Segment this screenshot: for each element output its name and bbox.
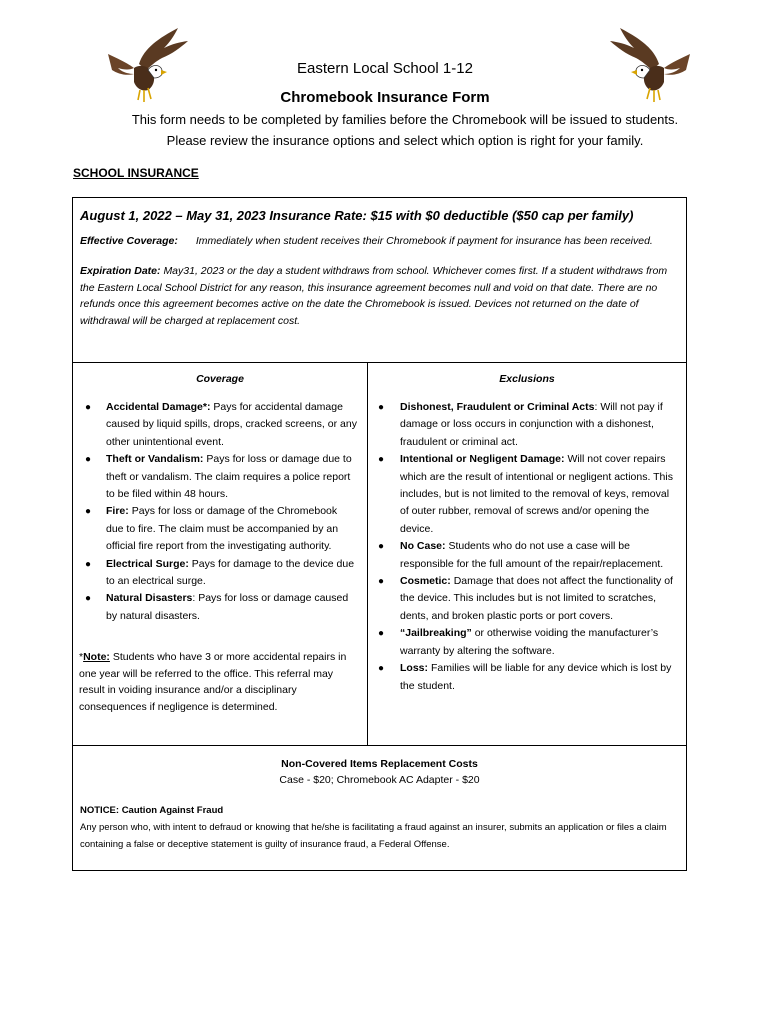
costs-line: Case - $20; Chromebook AC Adapter - $20 <box>279 774 480 786</box>
coverage-column <box>73 363 368 745</box>
expiration-date <box>80 263 679 329</box>
coverage-exclusions-table <box>72 362 687 746</box>
costs-notice-box <box>72 745 687 871</box>
bullet-icon: ● <box>85 558 92 570</box>
bullet-icon: ● <box>85 506 92 518</box>
insurance-rate: August 1, 2022 – May 31, 2023 Insurance Rate: $15 with $0 deductible ($50 cap per family) <box>80 208 634 223</box>
intro-text <box>60 109 750 151</box>
bullet-icon: ● <box>85 593 92 605</box>
coverage-item: ● Electrical Surge: Pays for damage to the device due to an electrical surge. <box>85 557 355 588</box>
bullet-icon: ● <box>85 454 92 466</box>
coverage-item: ● Accidental Damage*: Pays for accidental damage caused by liquid spills, drops, cracked screens, or any other unintentional event. <box>85 401 357 448</box>
bullet-icon: ● <box>378 454 385 466</box>
coverage-heading: Coverage <box>196 373 244 385</box>
notice-title: NOTICE: Caution Against Fraud <box>80 805 224 816</box>
exclusion-item: ● Loss: Families will be liable for any device which is lost by the student. <box>378 662 672 692</box>
form-title: Chromebook Insurance Form <box>280 89 490 106</box>
exclusion-item: ● Cosmetic: Damage that does not affect the functionality of the device. This includes but is not limited to scratches, dents, and broken plastic ports or port covers. <box>378 575 673 622</box>
coverage-note: *Note: Students who have 3 or more accidental repairs in one year will be referred to the office. This referral may result in voiding insurance and/or a disciplinary consequences if negligence is determined. <box>79 651 347 713</box>
section-heading: SCHOOL INSURANCE <box>73 166 199 180</box>
bullet-icon: ● <box>378 663 385 675</box>
coverage-item: ● Theft or Vandalism: Pays for loss or damage due to theft or vandalism. The claim requires a police report to be filed within 48 hours. <box>85 453 352 501</box>
exclusions-column <box>368 363 686 745</box>
effective-coverage-label: Effective Coverage: <box>80 235 178 247</box>
exclusion-item: ● Dishonest, Fraudulent or Criminal Acts: Will not pay if damage or loss occurs in conjunction with a dishonest, fraudulent or criminal act. <box>378 401 663 448</box>
effective-coverage-text: Immediately when student receives their Chromebook if payment for insurance has been received. <box>195 235 653 247</box>
bullet-icon: ● <box>378 628 385 640</box>
note-label: Note: <box>83 651 110 664</box>
exclusions-list <box>368 399 686 695</box>
notice-text: Any person who, with intent to defraud or knowing that he/she is facilitating a fraud against an insurer, submits an application or files a claim containing a false or deceptive statement is guilty of insurance fraud, a Federal Offense. <box>80 822 667 850</box>
costs-title: Non-Covered Items Replacement Costs <box>281 758 478 770</box>
exclusion-item: ● No Case: Students who do not use a case will be responsible for the full amount of the repair/replacement. <box>378 540 664 570</box>
coverage-item: ● Natural Disasters: Pays for loss or damage caused by natural disasters. <box>85 592 349 622</box>
expiration-text: May31, 2023 or the day a student withdraws from school. Whichever comes first. If a student withdraws from the Eastern Local School District for any reason, this insurance agreement becomes null and void on that date. There are no refunds once this agreement becomes active on the date the Chromebook is issued. Devices not returned on the date of withdrawal will be charged at replacement cost. <box>80 265 668 327</box>
bullet-icon: ● <box>85 402 92 413</box>
bullet-icon: ● <box>378 576 385 588</box>
exclusions-heading: Exclusions <box>499 373 555 385</box>
bullet-icon: ● <box>378 402 385 413</box>
expiration-label: Expiration Date: <box>80 265 161 277</box>
note-text: Students who have 3 or more accidental repairs in one year will be referred to the office. This referral may result in voiding insurance and/or a disciplinary consequences if negligence is determined. <box>79 651 347 713</box>
intro-line-1: This form needs to be completed by families before the Chromebook will be issued to students. <box>131 112 679 127</box>
school-name: Eastern Local School 1-12 <box>297 60 473 77</box>
coverage-item: ● Fire: Pays for loss or damage of the Chromebook due to fire. The claim must be accompanied by an official fire report from the investigating authority. <box>85 505 339 553</box>
intro-line-2: Please review the insurance options and select which option is right for your family. <box>166 133 644 148</box>
exclusion-item: ● “Jailbreaking” or otherwise voiding the manufacturer’s warranty by altering the software. <box>378 627 659 657</box>
effective-coverage <box>80 235 679 248</box>
exclusion-item: ● Intentional or Negligent Damage: Will not cover repairs which are the result of intentional or negligent actions. This includes, but is not limited to the removal of keys, removal of outer rubber, removal of screws and/or opening the device. <box>378 453 673 535</box>
insurance-rate-box <box>72 197 687 363</box>
bullet-icon: ● <box>378 541 385 553</box>
coverage-list <box>73 399 367 625</box>
